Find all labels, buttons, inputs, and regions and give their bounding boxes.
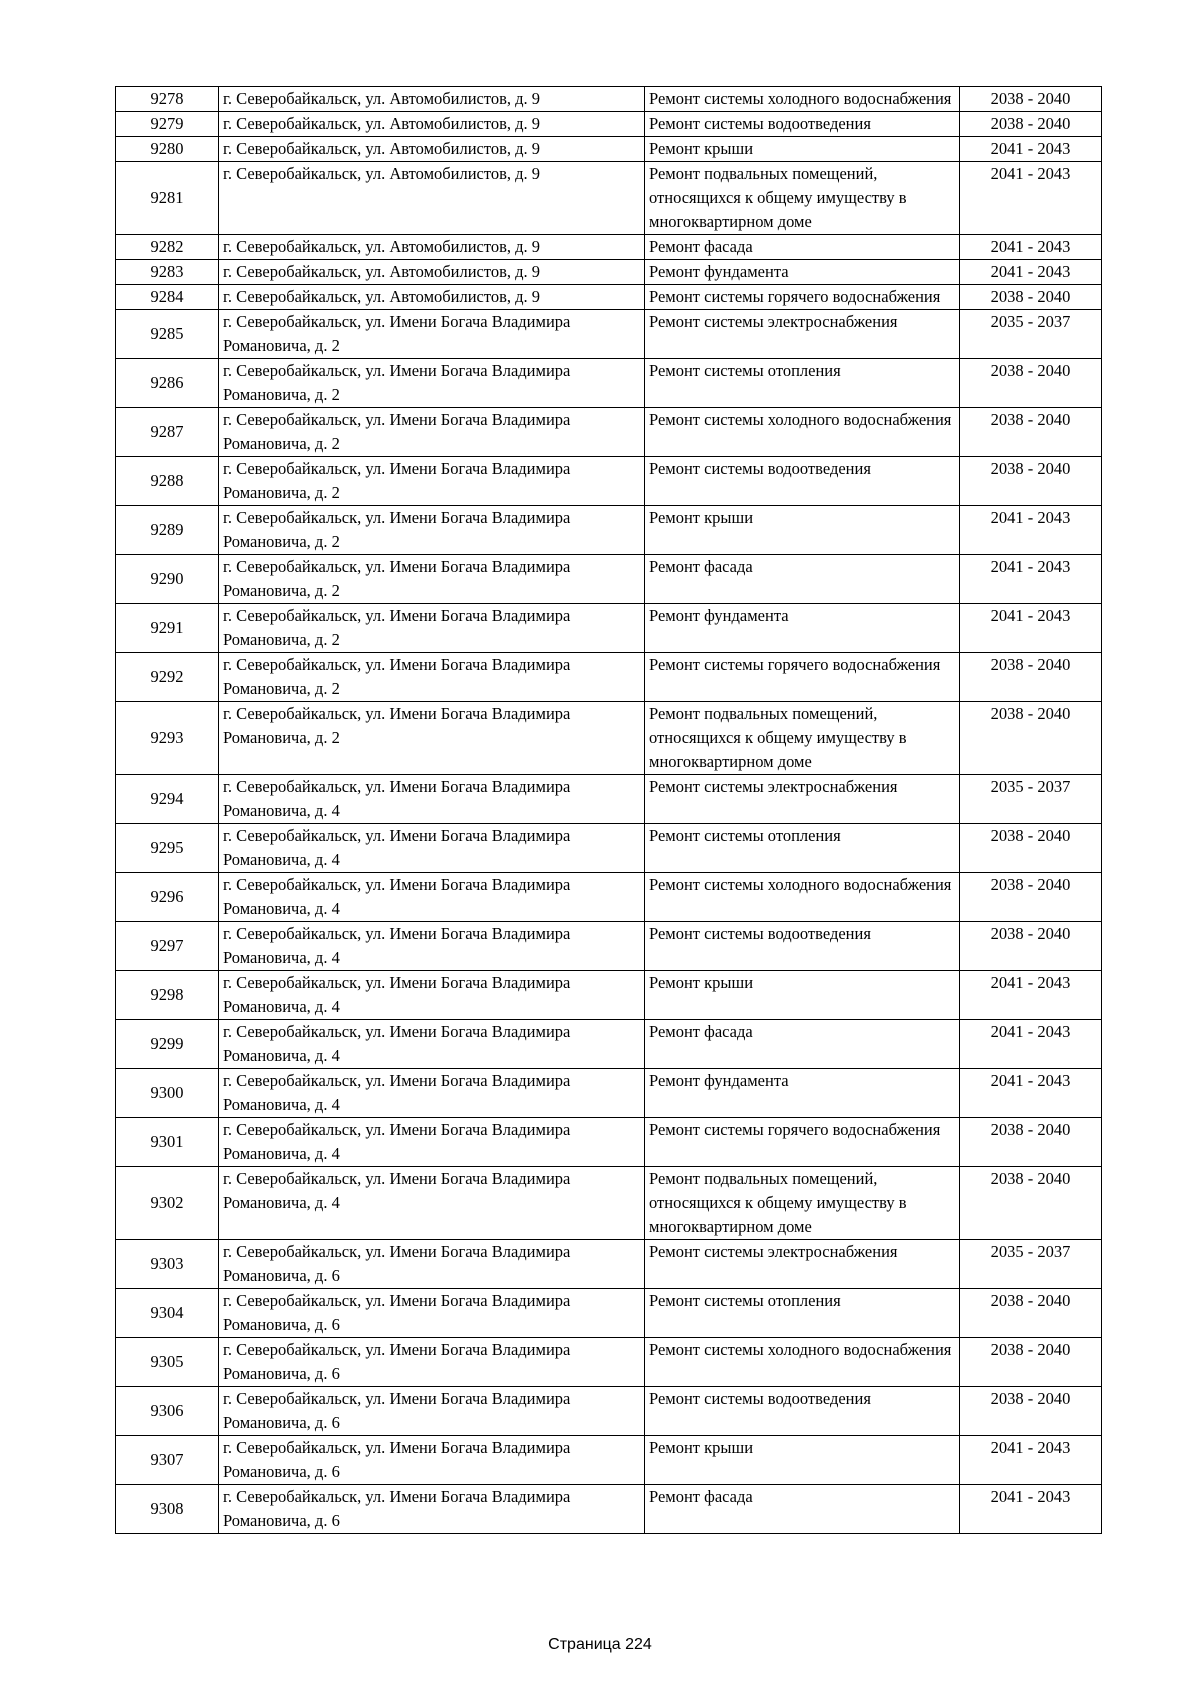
table-row: [116, 285, 1102, 310]
work-type-cell: Ремонт подвальных помещений, относящихся к общему имуществу в многоквартирном доме: [645, 702, 960, 775]
address-cell: г. Северобайкальск, ул. Автомобилистов, д. 9: [219, 260, 645, 285]
work-type-cell: Ремонт системы горячего водоснабжения: [645, 653, 960, 702]
address-cell: г. Северобайкальск, ул. Имени Богача Владимира Романовича, д. 2: [219, 408, 645, 457]
table-row: [116, 260, 1102, 285]
address-cell: г. Северобайкальск, ул. Автомобилистов, д. 9: [219, 235, 645, 260]
table-row: [116, 1436, 1102, 1485]
table-row: [116, 506, 1102, 555]
table-row: [116, 1485, 1102, 1534]
period-cell: 2038 - 2040: [960, 359, 1102, 408]
period-cell: 2038 - 2040: [960, 1338, 1102, 1387]
work-type-cell: Ремонт подвальных помещений, относящихся к общему имуществу в многоквартирном доме: [645, 162, 960, 235]
work-type-cell: Ремонт фасада: [645, 235, 960, 260]
address-cell: г. Северобайкальск, ул. Имени Богача Владимира Романовича, д. 4: [219, 1069, 645, 1118]
address-cell: г. Северобайкальск, ул. Имени Богача Владимира Романовича, д. 2: [219, 555, 645, 604]
table-row: [116, 1240, 1102, 1289]
period-cell: 2041 - 2043: [960, 235, 1102, 260]
address-cell: г. Северобайкальск, ул. Имени Богача Владимира Романовича, д. 2: [219, 310, 645, 359]
period-cell: 2041 - 2043: [960, 604, 1102, 653]
period-cell: 2041 - 2043: [960, 506, 1102, 555]
row-number: 9297: [116, 922, 219, 971]
table-row: [116, 1387, 1102, 1436]
address-cell: г. Северобайкальск, ул. Имени Богача Владимира Романовича, д. 4: [219, 1118, 645, 1167]
row-number: 9290: [116, 555, 219, 604]
work-type-cell: Ремонт крыши: [645, 1436, 960, 1485]
period-cell: 2038 - 2040: [960, 408, 1102, 457]
work-type-cell: Ремонт системы горячего водоснабжения: [645, 1118, 960, 1167]
work-type-cell: Ремонт системы водоотведения: [645, 1387, 960, 1436]
work-type-cell: Ремонт крыши: [645, 971, 960, 1020]
program-table: [115, 86, 1102, 1534]
table-row: [116, 653, 1102, 702]
row-number: 9307: [116, 1436, 219, 1485]
period-cell: 2041 - 2043: [960, 1436, 1102, 1485]
period-cell: 2041 - 2043: [960, 260, 1102, 285]
work-type-cell: Ремонт системы холодного водоснабжения: [645, 873, 960, 922]
row-number: 9301: [116, 1118, 219, 1167]
work-type-cell: Ремонт системы электроснабжения: [645, 1240, 960, 1289]
row-number: 9281: [116, 162, 219, 235]
row-number: 9304: [116, 1289, 219, 1338]
row-number: 9299: [116, 1020, 219, 1069]
work-type-cell: Ремонт системы горячего водоснабжения: [645, 285, 960, 310]
address-cell: г. Северобайкальск, ул. Имени Богача Владимира Романовича, д. 6: [219, 1240, 645, 1289]
table-body: [116, 87, 1102, 1534]
table-row: [116, 112, 1102, 137]
period-cell: 2038 - 2040: [960, 1118, 1102, 1167]
work-type-cell: Ремонт системы водоотведения: [645, 922, 960, 971]
table-row: [116, 1338, 1102, 1387]
address-cell: г. Северобайкальск, ул. Автомобилистов, д. 9: [219, 112, 645, 137]
address-cell: г. Северобайкальск, ул. Имени Богача Владимира Романовича, д. 4: [219, 1167, 645, 1240]
work-type-cell: Ремонт фасада: [645, 555, 960, 604]
address-cell: г. Северобайкальск, ул. Имени Богача Владимира Романовича, д. 4: [219, 922, 645, 971]
work-type-cell: Ремонт фасада: [645, 1485, 960, 1534]
period-cell: 2038 - 2040: [960, 824, 1102, 873]
period-cell: 2041 - 2043: [960, 1069, 1102, 1118]
table-row: [116, 408, 1102, 457]
row-number: 9296: [116, 873, 219, 922]
period-cell: 2038 - 2040: [960, 653, 1102, 702]
row-number: 9308: [116, 1485, 219, 1534]
work-type-cell: Ремонт фундамента: [645, 604, 960, 653]
table-row: [116, 1289, 1102, 1338]
period-cell: 2041 - 2043: [960, 162, 1102, 235]
period-cell: 2038 - 2040: [960, 112, 1102, 137]
period-cell: 2038 - 2040: [960, 1387, 1102, 1436]
row-number: 9298: [116, 971, 219, 1020]
row-number: 9285: [116, 310, 219, 359]
address-cell: г. Северобайкальск, ул. Имени Богача Владимира Романовича, д. 2: [219, 604, 645, 653]
row-number: 9293: [116, 702, 219, 775]
work-type-cell: Ремонт фундамента: [645, 260, 960, 285]
row-number: 9303: [116, 1240, 219, 1289]
table-row: [116, 555, 1102, 604]
table-row: [116, 873, 1102, 922]
address-cell: г. Северобайкальск, ул. Имени Богача Владимира Романовича, д. 6: [219, 1338, 645, 1387]
address-cell: г. Северобайкальск, ул. Автомобилистов, д. 9: [219, 137, 645, 162]
address-cell: г. Северобайкальск, ул. Имени Богача Владимира Романовича, д. 6: [219, 1485, 645, 1534]
address-cell: г. Северобайкальск, ул. Имени Богача Владимира Романовича, д. 2: [219, 359, 645, 408]
row-number: 9284: [116, 285, 219, 310]
row-number: 9306: [116, 1387, 219, 1436]
work-type-cell: Ремонт системы электроснабжения: [645, 310, 960, 359]
address-cell: г. Северобайкальск, ул. Имени Богача Владимира Романовича, д. 6: [219, 1289, 645, 1338]
table-row: [116, 310, 1102, 359]
work-type-cell: Ремонт крыши: [645, 506, 960, 555]
address-cell: г. Северобайкальск, ул. Имени Богача Владимира Романовича, д. 2: [219, 506, 645, 555]
work-type-cell: Ремонт крыши: [645, 137, 960, 162]
table-row: [116, 457, 1102, 506]
row-number: 9283: [116, 260, 219, 285]
page-number: Страница 224: [548, 1636, 652, 1653]
work-type-cell: Ремонт системы холодного водоснабжения: [645, 1338, 960, 1387]
period-cell: 2038 - 2040: [960, 457, 1102, 506]
table-row: [116, 775, 1102, 824]
work-type-cell: Ремонт системы холодного водоснабжения: [645, 87, 960, 112]
period-cell: 2041 - 2043: [960, 971, 1102, 1020]
work-type-cell: Ремонт системы отопления: [645, 1289, 960, 1338]
row-number: 9282: [116, 235, 219, 260]
work-type-cell: Ремонт системы электроснабжения: [645, 775, 960, 824]
address-cell: г. Северобайкальск, ул. Автомобилистов, д. 9: [219, 285, 645, 310]
work-type-cell: Ремонт системы холодного водоснабжения: [645, 408, 960, 457]
work-type-cell: Ремонт системы водоотведения: [645, 112, 960, 137]
table-row: [116, 1069, 1102, 1118]
period-cell: 2035 - 2037: [960, 310, 1102, 359]
row-number: 9286: [116, 359, 219, 408]
address-cell: г. Северобайкальск, ул. Автомобилистов, д. 9: [219, 87, 645, 112]
table-row: [116, 824, 1102, 873]
address-cell: г. Северобайкальск, ул. Имени Богача Владимира Романовича, д. 4: [219, 873, 645, 922]
table-row: [116, 1020, 1102, 1069]
table-row: [116, 359, 1102, 408]
period-cell: 2035 - 2037: [960, 775, 1102, 824]
row-number: 9292: [116, 653, 219, 702]
period-cell: 2041 - 2043: [960, 1485, 1102, 1534]
work-type-cell: Ремонт фасада: [645, 1020, 960, 1069]
address-cell: г. Северобайкальск, ул. Имени Богача Владимира Романовича, д. 4: [219, 775, 645, 824]
row-number: 9280: [116, 137, 219, 162]
address-cell: г. Северобайкальск, ул. Автомобилистов, д. 9: [219, 162, 645, 235]
table-row: [116, 971, 1102, 1020]
table-row: [116, 604, 1102, 653]
table-row: [116, 922, 1102, 971]
table-row: [116, 87, 1102, 112]
period-cell: 2038 - 2040: [960, 702, 1102, 775]
period-cell: 2035 - 2037: [960, 1240, 1102, 1289]
address-cell: г. Северобайкальск, ул. Имени Богача Владимира Романовича, д. 2: [219, 702, 645, 775]
address-cell: г. Северобайкальск, ул. Имени Богача Владимира Романовича, д. 2: [219, 653, 645, 702]
period-cell: 2041 - 2043: [960, 555, 1102, 604]
row-number: 9278: [116, 87, 219, 112]
row-number: 9289: [116, 506, 219, 555]
row-number: 9302: [116, 1167, 219, 1240]
row-number: 9295: [116, 824, 219, 873]
period-cell: 2038 - 2040: [960, 87, 1102, 112]
work-type-cell: Ремонт фундамента: [645, 1069, 960, 1118]
row-number: 9294: [116, 775, 219, 824]
row-number: 9300: [116, 1069, 219, 1118]
period-cell: 2038 - 2040: [960, 1167, 1102, 1240]
address-cell: г. Северобайкальск, ул. Имени Богача Владимира Романовича, д. 6: [219, 1387, 645, 1436]
row-number: 9279: [116, 112, 219, 137]
table-row: [116, 235, 1102, 260]
address-cell: г. Северобайкальск, ул. Имени Богача Владимира Романовича, д. 4: [219, 971, 645, 1020]
table-row: [116, 162, 1102, 235]
table-row: [116, 1118, 1102, 1167]
work-type-cell: Ремонт системы отопления: [645, 359, 960, 408]
row-number: 9288: [116, 457, 219, 506]
period-cell: 2038 - 2040: [960, 285, 1102, 310]
address-cell: г. Северобайкальск, ул. Имени Богача Владимира Романовича, д. 2: [219, 457, 645, 506]
address-cell: г. Северобайкальск, ул. Имени Богача Владимира Романовича, д. 4: [219, 824, 645, 873]
address-cell: г. Северобайкальск, ул. Имени Богача Владимира Романовича, д. 6: [219, 1436, 645, 1485]
work-type-cell: Ремонт подвальных помещений, относящихся к общему имуществу в многоквартирном доме: [645, 1167, 960, 1240]
period-cell: 2038 - 2040: [960, 873, 1102, 922]
row-number: 9305: [116, 1338, 219, 1387]
work-type-cell: Ремонт системы водоотведения: [645, 457, 960, 506]
table-row: [116, 1167, 1102, 1240]
period-cell: 2038 - 2040: [960, 1289, 1102, 1338]
table-row: [116, 702, 1102, 775]
period-cell: 2041 - 2043: [960, 1020, 1102, 1069]
row-number: 9287: [116, 408, 219, 457]
address-cell: г. Северобайкальск, ул. Имени Богача Владимира Романовича, д. 4: [219, 1020, 645, 1069]
period-cell: 2041 - 2043: [960, 137, 1102, 162]
row-number: 9291: [116, 604, 219, 653]
table-row: [116, 137, 1102, 162]
period-cell: 2038 - 2040: [960, 922, 1102, 971]
work-type-cell: Ремонт системы отопления: [645, 824, 960, 873]
